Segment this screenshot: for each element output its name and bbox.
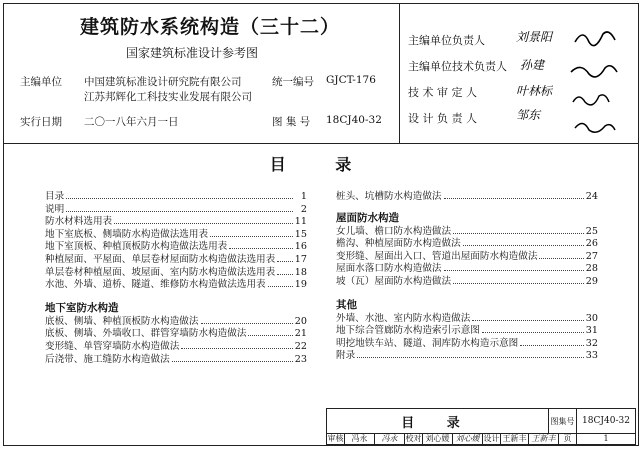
- toc-entry-page: 31: [585, 325, 598, 337]
- responsible-label-3: 技 术 审 定 人: [408, 86, 477, 99]
- toc-entry-title: 防水材料选用表: [45, 216, 113, 228]
- toc-section-heading: 其他: [336, 298, 357, 311]
- review-name: 冯永: [345, 433, 375, 444]
- toc-section-heading: 屋面防水构造: [336, 211, 399, 224]
- dot-leader: [201, 322, 293, 324]
- atlas-no: 18CJ40-32: [326, 114, 382, 126]
- handwritten-signatures: [565, 22, 633, 140]
- toc-entry-page: 30: [585, 312, 598, 324]
- page-title: 建筑防水系统构造（三十二）: [80, 16, 341, 38]
- review-signature: 冯永: [375, 433, 405, 444]
- toc-section-heading: 地下室防水构造: [45, 301, 119, 314]
- toc-entry-page: 26: [585, 238, 598, 250]
- dot-leader: [357, 356, 584, 358]
- design-label: 设计: [483, 434, 500, 443]
- toc-entry[interactable]: [45, 191, 307, 204]
- toc-entry[interactable]: [45, 216, 307, 229]
- toc-entry[interactable]: [45, 279, 307, 292]
- toc-entry[interactable]: [336, 191, 598, 204]
- toc-entry-title: 屋面水落口防水构造做法: [336, 263, 442, 275]
- effective-date-label: 实行日期: [20, 116, 62, 128]
- toc-entry[interactable]: [45, 254, 307, 267]
- toc-entry-page: 28: [585, 263, 598, 275]
- toc-entry-page: 2: [300, 203, 307, 215]
- responsible-signature-2: 孙建: [520, 58, 545, 72]
- dot-leader: [277, 260, 293, 262]
- dot-leader: [472, 319, 583, 321]
- responsible-label-1: 主编单位负责人: [408, 34, 485, 47]
- toc-entry-page: 29: [585, 275, 598, 287]
- toc-entry-title: 说明: [45, 203, 65, 215]
- dot-leader: [114, 222, 293, 224]
- page-number: 1: [603, 434, 609, 443]
- dot-leader: [229, 247, 293, 249]
- toc-entry-title: 女儿墙、檐口防水构造做法: [336, 225, 452, 237]
- design-signature: 王新丰: [529, 433, 559, 444]
- toc-entry-title: 坡（瓦）屋面防水构造做法: [336, 275, 452, 287]
- dot-leader: [453, 232, 584, 234]
- toc-entry[interactable]: [45, 241, 307, 254]
- unified-no-label: 统一编号: [272, 76, 314, 88]
- toc-entry-title: 目录: [45, 191, 65, 202]
- toc-left-column: [45, 191, 307, 366]
- check-name: 刘心媛: [423, 433, 453, 444]
- dot-leader: [444, 269, 584, 271]
- review-label: 审核: [327, 434, 344, 443]
- toc-entry-page: 25: [585, 225, 598, 237]
- dot-leader: [463, 244, 584, 246]
- responsible-signature-3: 叶林标: [516, 84, 553, 98]
- toc-entry[interactable]: [336, 238, 598, 251]
- dot-leader: [453, 282, 584, 284]
- toc-entry-title: 桩头、坑槽防水构造做法: [336, 191, 442, 202]
- toc-entry[interactable]: [336, 350, 598, 363]
- toc-entry[interactable]: [45, 204, 307, 217]
- toc-entry-title: 水池、外墙、道桥、隧道、维修防水构造做法选用表: [45, 279, 266, 291]
- toc-entry[interactable]: [45, 267, 307, 280]
- toc-entry-page: 23: [294, 353, 307, 365]
- toc-entry-page: 21: [294, 328, 307, 340]
- responsible-signature-1: 刘景阳: [516, 30, 553, 44]
- toc-entry[interactable]: [45, 316, 307, 329]
- unified-no: GJCT-176: [326, 74, 376, 86]
- dot-leader: [520, 344, 584, 346]
- toc-entry-title: 变形缝、单管穿墙防水构造做法: [45, 340, 180, 352]
- dot-leader: [248, 334, 292, 336]
- header-vertical-divider: [399, 3, 400, 143]
- toc-entry-page: 1: [300, 191, 307, 202]
- toc-entry-page: 27: [585, 250, 598, 262]
- toc-entry-page: 22: [294, 340, 307, 352]
- toc-entry-page: 32: [585, 337, 598, 349]
- dot-leader: [277, 273, 293, 275]
- dot-leader: [66, 210, 293, 212]
- toc-entry-page: 20: [294, 315, 307, 327]
- toc-entry-page: 33: [585, 350, 598, 362]
- toc-entry[interactable]: [336, 226, 598, 239]
- dot-leader: [66, 197, 293, 199]
- editor-unit-1: 中国建筑标准设计研究院有限公司: [84, 76, 242, 88]
- toc-entry-page: 16: [294, 241, 307, 253]
- toc-entry[interactable]: [336, 325, 598, 338]
- toc-right-column: [336, 191, 598, 363]
- toc-entry-title: 种植屋面、平屋面、单层卷材屋面防水构造做法选用表: [45, 253, 276, 265]
- toc-entry-title: 附录: [336, 350, 356, 362]
- toc-entry[interactable]: [45, 328, 307, 341]
- title-block-name: 目 录: [327, 409, 549, 433]
- toc-entry[interactable]: [45, 229, 307, 242]
- toc-entry[interactable]: [336, 276, 598, 289]
- toc-entry[interactable]: [336, 313, 598, 326]
- title-block: [326, 408, 636, 445]
- effective-date: 二〇一八年六月一日: [84, 116, 179, 128]
- toc-entry[interactable]: [45, 341, 307, 354]
- editor-unit-label: 主编单位: [20, 76, 62, 88]
- responsible-signature-4: 邹东: [516, 108, 541, 122]
- dot-leader: [181, 347, 292, 349]
- dot-leader: [172, 360, 293, 362]
- toc-entry-page: 24: [585, 191, 598, 202]
- toc-entry-title: 底板、侧墙、种植顶板防水构造做法: [45, 315, 199, 327]
- toc-entry[interactable]: [336, 251, 598, 264]
- responsible-label-4: 设 计 负 责 人: [408, 112, 477, 125]
- editor-unit-2: 江苏邦辉化工科技实业发展有限公司: [84, 91, 252, 103]
- toc-entry-title: 地下室顶板、种植顶板防水构造做法选用表: [45, 241, 228, 253]
- dot-leader: [539, 257, 583, 259]
- header-divider: [3, 143, 639, 144]
- responsible-label-2: 主编单位技术负责人: [408, 60, 507, 73]
- toc-entry-page: 18: [294, 266, 307, 278]
- toc-entry-page: 19: [294, 279, 307, 291]
- page-subtitle: 国家建筑标准设计参考图: [126, 46, 259, 60]
- title-block-atlas-label: 图集号: [549, 409, 577, 433]
- dot-leader: [210, 235, 293, 237]
- toc-entry-title: 地下综合管廊防水构造索引示意图: [336, 325, 480, 337]
- toc-entry-title: 明挖地铁车站、隧道、洞库防水构造示意图: [336, 337, 519, 349]
- page-label: 页: [559, 433, 577, 444]
- title-block-atlas-no: 18CJ40-32: [582, 416, 630, 426]
- toc-entry-title: 地下室底板、侧墙防水构造做法选用表: [45, 228, 209, 240]
- toc-entry-page: 15: [294, 228, 307, 240]
- dot-leader: [482, 331, 584, 333]
- check-label: 校对: [405, 434, 422, 443]
- toc-entry-title: 单层卷材种植屋面、坡屋面、室内防水构造做法选用表: [45, 266, 276, 278]
- toc-entry[interactable]: [336, 338, 598, 351]
- toc-entry-page: 17: [294, 253, 307, 265]
- toc-entry-title: 檐沟、种植屋面防水构造做法: [336, 238, 461, 250]
- toc-entry-title: 底板、侧墙、外墙收口、群管穿墙防水构造做法: [45, 328, 247, 340]
- toc-entry[interactable]: [45, 354, 307, 367]
- atlas-no-label: 图 集 号: [272, 116, 311, 128]
- check-signature: 刘心媛: [453, 433, 483, 444]
- dot-leader: [444, 197, 584, 199]
- toc-entry-title: 后浇带、施工缝防水构造做法: [45, 353, 170, 365]
- toc-entry-title: 变形缝、屋面出入口、管道出屋面防水构造做法: [336, 250, 538, 262]
- toc-entry[interactable]: [336, 263, 598, 276]
- dot-leader: [268, 285, 293, 287]
- toc-entry-page: 11: [294, 216, 307, 228]
- design-name: 王新丰: [501, 433, 529, 444]
- toc-entry-title: 外墙、水池、室内防水构造做法: [336, 312, 471, 324]
- toc-title: 目 录: [269, 155, 374, 174]
